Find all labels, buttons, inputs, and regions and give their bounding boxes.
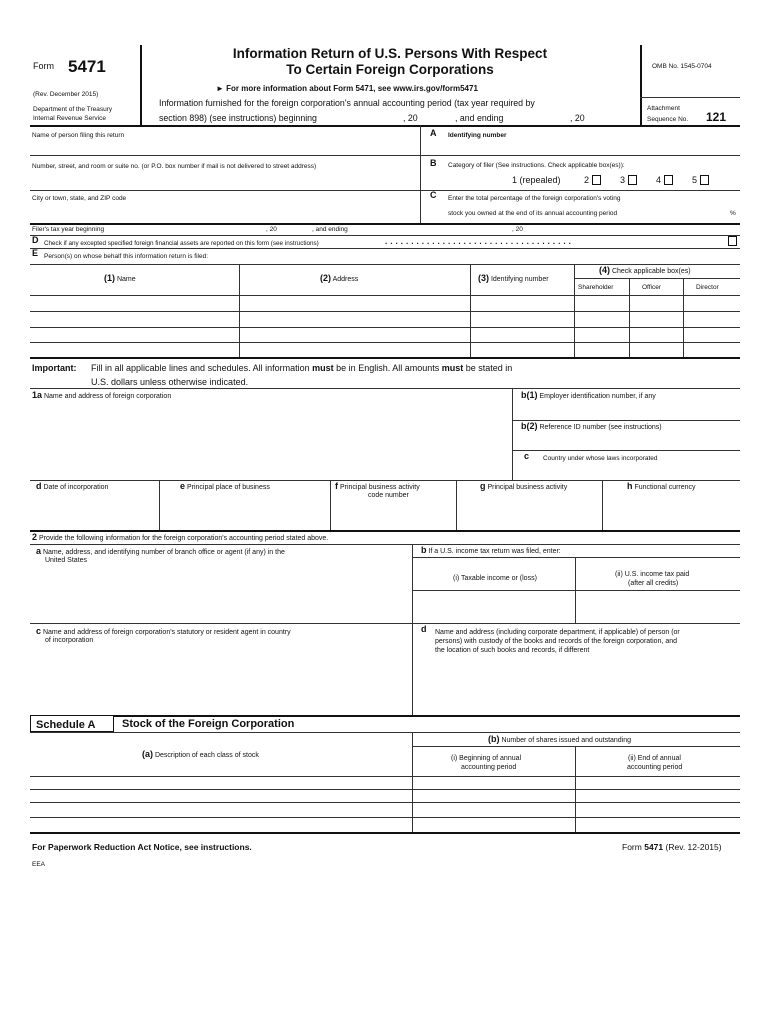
category-4-label: 4 xyxy=(656,175,662,185)
schedule-a-tab xyxy=(30,715,114,732)
stock-row-2[interactable] xyxy=(30,790,740,801)
date-of-incorporation-input[interactable] xyxy=(30,501,158,529)
line-1f-sub: code number xyxy=(368,492,409,499)
ein-input[interactable] xyxy=(514,403,740,420)
line-1c: c xyxy=(524,451,530,461)
category-2-checkbox[interactable] xyxy=(592,175,601,185)
form-title-line2: To Certain Foreign Corporations xyxy=(286,62,494,77)
schedule-a-title: Stock of the Foreign Corporation xyxy=(122,718,295,730)
line-2d-text-1: Name and address (including corporate department, if applicable) of person (or xyxy=(435,629,680,636)
excepted-assets-label: Check if any excepted specified foreign financial assets are reported on this form (see instructions) xyxy=(44,240,319,247)
header-divider-right xyxy=(640,45,642,125)
country-input[interactable] xyxy=(514,464,740,479)
excepted-assets-checkbox[interactable] xyxy=(728,236,737,246)
functional-currency-input[interactable] xyxy=(604,501,740,529)
filer-tax-year-end-year: , 20 xyxy=(512,226,523,233)
period-ending-label: , and ending xyxy=(455,113,504,123)
line-2c: c Name and address of foreign corporation's statutory or resident agent in country xyxy=(36,626,291,636)
principal-place-input[interactable] xyxy=(161,501,329,529)
stock-row-1[interactable] xyxy=(30,777,740,789)
line-2a: a Name, address, and identifying number of branch office or agent (if any) in the xyxy=(36,546,285,556)
col-name-header: (1) Name xyxy=(104,273,136,283)
form-word: Form xyxy=(33,61,54,71)
line-D-letter: D xyxy=(32,235,39,245)
city-input[interactable] xyxy=(30,203,418,223)
line-2b: b If a U.S. income tax return was filed, enter: xyxy=(421,545,561,555)
header-bottom-rule xyxy=(30,125,740,127)
line-2a-sub: United States xyxy=(45,557,88,564)
activity-input[interactable] xyxy=(458,501,601,529)
col-identifying-number-header: (3) Identifying number xyxy=(478,273,549,283)
filer-tax-year-begin-input[interactable] xyxy=(120,224,260,234)
line-B-letter: B xyxy=(430,158,437,168)
schedule-a-begin-1: (i) Beginning of annual xyxy=(451,755,522,762)
schedule-a-col-b: (b) Number of shares issued and outstanding xyxy=(488,734,632,744)
important-text-1: Fill in all applicable lines and schedules. All information must be in English. All amounts must be stated in xyxy=(91,363,513,373)
info-link[interactable]: ► For more information about Form 5471, see www.irs.gov/form5471 xyxy=(216,84,478,93)
line-2c-sub: of incorporation xyxy=(45,637,94,644)
period-line1: Information furnished for the foreign corporation's annual accounting period (tax year required by xyxy=(159,98,535,108)
line-1b1: b(1) Employer identification number, if any xyxy=(521,390,656,400)
statutory-agent-input[interactable] xyxy=(30,647,410,713)
filer-tax-year-end-input[interactable] xyxy=(360,224,510,234)
paperwork-notice: For Paperwork Reduction Act Notice, see instructions. xyxy=(32,842,252,852)
attachment-label: Attachment xyxy=(647,105,680,112)
schedule-a-end-1: (ii) End of annual xyxy=(628,755,681,762)
category-1-label: 1 (repealed) xyxy=(512,175,561,185)
voting-stock-percent-input[interactable] xyxy=(650,207,730,219)
country-label: Country under whose laws incorporated xyxy=(543,455,658,462)
line-2d: d xyxy=(421,624,427,634)
important-label: Important: xyxy=(32,363,77,373)
col-address-header: (2) Address xyxy=(320,273,359,283)
omb-divider xyxy=(640,97,740,98)
line-C-letter: C xyxy=(430,190,437,200)
persons-on-behalf-label: Person(s) on whose behalf this information return is filed: xyxy=(44,253,209,260)
street-input[interactable] xyxy=(30,173,418,189)
identifying-number-input[interactable] xyxy=(422,140,740,154)
activity-code-input[interactable] xyxy=(332,501,455,529)
omb-number: OMB No. 1545-0704 xyxy=(652,63,712,70)
reference-id-input[interactable] xyxy=(514,434,740,450)
city-label: City or town, state, and ZIP code xyxy=(32,195,127,202)
foreign-corp-name-input[interactable] xyxy=(30,403,510,479)
schedule-a-col-a: (a) Description of each class of stock xyxy=(142,749,259,759)
branch-office-input[interactable] xyxy=(30,567,410,622)
form-title-line1: Information Return of U.S. Persons With Respect xyxy=(232,46,548,61)
filer-name-label: Name of person filing this return xyxy=(32,132,125,139)
category-3-label: 3 xyxy=(620,175,626,185)
taxable-income-input[interactable] xyxy=(414,591,574,622)
identifying-number-label: Identifying number xyxy=(448,132,507,139)
line-2d-text-3: the location of such books and records, if different xyxy=(435,647,590,654)
dot-leader: . . . . . . . . . . . . . . . . . . . . . . . . . . . . . . . . . . . . xyxy=(385,237,572,246)
filer-divider xyxy=(420,125,421,225)
tax-paid-label-2: (after all credits) xyxy=(628,580,679,587)
persons-row-3[interactable] xyxy=(30,328,740,342)
persons-row-1[interactable] xyxy=(30,296,740,310)
sequence-number: 121 xyxy=(706,110,727,124)
line-1g: g Principal business activity xyxy=(480,481,568,491)
irs-label: Internal Revenue Service xyxy=(33,115,106,122)
persons-row-2[interactable] xyxy=(30,312,740,326)
line-A-letter: A xyxy=(430,128,437,138)
line-2: 2 Provide the following information for the foreign corporation's accounting period stated above. xyxy=(32,532,329,542)
sub-shareholder: Shareholder xyxy=(578,284,614,291)
department-label: Department of the Treasury xyxy=(33,106,113,113)
line-1e: e Principal place of business xyxy=(180,481,270,491)
category-of-filer-label: Category of filer (See instructions. Check applicable box(es)): xyxy=(448,162,625,169)
category-5-checkbox[interactable] xyxy=(700,175,709,185)
stock-row-3[interactable] xyxy=(30,803,740,817)
sub-director: Director xyxy=(696,284,719,291)
schedule-a-begin-2: accounting period xyxy=(461,764,517,771)
voting-stock-label-2: stock you owned at the end of its annual accounting period xyxy=(448,210,618,217)
persons-row-4[interactable] xyxy=(30,343,740,356)
percent-sign: % xyxy=(730,210,736,217)
filer-tax-year-label: Filer's tax year beginning xyxy=(32,226,105,233)
schedule-a-end-2: accounting period xyxy=(627,764,683,771)
taxable-income-label: (i) Taxable income or (loss) xyxy=(453,575,537,582)
voting-stock-label-1: Enter the total percentage of the foreign corporation's voting xyxy=(448,195,621,202)
form-5471 xyxy=(30,45,740,868)
period-beginning-label: section 898) (see instructions) beginning xyxy=(159,113,317,123)
filer-name-input[interactable] xyxy=(30,140,418,154)
line-1h: h Functional currency xyxy=(627,481,696,491)
line-1f: f Principal business activity xyxy=(335,481,420,491)
period-ending-year: , 20 xyxy=(570,113,585,123)
tax-paid-label-1: (ii) U.S. income tax paid xyxy=(615,571,690,578)
category-5-label: 5 xyxy=(692,175,698,185)
category-4-checkbox[interactable] xyxy=(664,175,673,185)
books-custodian-input[interactable] xyxy=(414,657,740,713)
form-number: 5471 xyxy=(68,57,106,76)
sequence-label: Sequence No. xyxy=(647,116,689,123)
schedule-a-label: Schedule A xyxy=(36,719,96,731)
tax-paid-input[interactable] xyxy=(577,591,740,622)
line-1b2: b(2) Reference ID number (see instructions) xyxy=(521,421,662,431)
category-2-label: 2 xyxy=(584,175,590,185)
line-1d: d Date of incorporation xyxy=(36,481,109,491)
filer-tax-year-begin-year: , 20 xyxy=(266,226,277,233)
category-3-checkbox[interactable] xyxy=(628,175,637,185)
line-2d-text-2: persons) with custody of the books and records of the foreign corporation, and xyxy=(435,638,678,645)
footer-form-id: Form 5471 (Rev. 12-2015) xyxy=(622,842,722,852)
line-1a: 1a Name and address of foreign corporation xyxy=(32,390,172,400)
col-check-boxes-header: (4) Check applicable box(es) xyxy=(599,265,691,275)
stock-row-4[interactable] xyxy=(30,818,740,831)
street-label: Number, street, and room or suite no. (or P.O. box number if mail is not delivered to street address) xyxy=(32,163,317,170)
important-text-2: U.S. dollars unless otherwise indicated. xyxy=(91,377,249,387)
eea-mark: EEA xyxy=(32,861,46,868)
period-beginning-year: , 20 xyxy=(403,113,418,123)
line-E-letter: E xyxy=(32,248,39,258)
filer-tax-year-end-label: , and ending xyxy=(312,226,348,233)
sub-officer: Officer xyxy=(642,284,662,291)
revision-date: (Rev. December 2015) xyxy=(33,91,99,98)
